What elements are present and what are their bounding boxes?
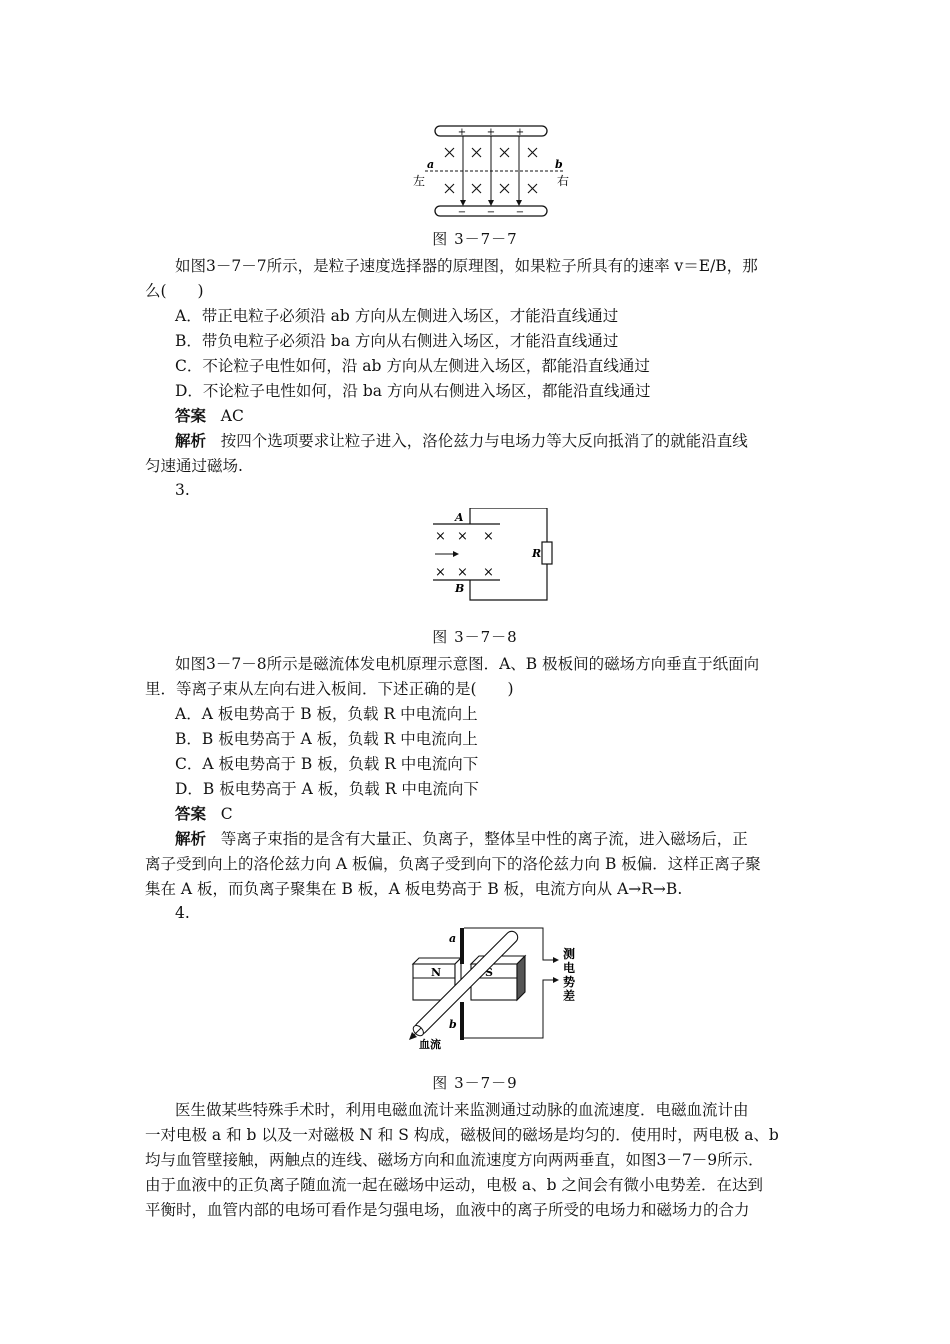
question-stem: 如图3－7－7所示，是粒子速度选择器的原理图，如果粒子所具有的速率 v＝E/B，那 bbox=[175, 257, 758, 275]
answer-label: 答案 bbox=[175, 406, 207, 425]
cross-mark: × bbox=[483, 565, 494, 580]
measure-label: 测 bbox=[563, 947, 576, 961]
cross-mark: × bbox=[483, 529, 494, 544]
analysis-label: 解析 bbox=[175, 829, 207, 848]
label-B: B bbox=[455, 582, 465, 595]
option-d: D．B 板电势高于 A 板，负载 R 中电流向下 bbox=[175, 780, 479, 798]
figure-caption: 图 3－7－8 bbox=[432, 628, 518, 646]
minus-sign: − bbox=[515, 207, 525, 218]
plus-sign: + bbox=[515, 127, 525, 138]
measure-label: 差 bbox=[563, 989, 576, 1003]
analysis-text: 按四个选项要求让粒子进入，洛伦兹力与电场力等大反向抵消了的就能沿直线 bbox=[220, 432, 748, 450]
answer-value: AC bbox=[220, 407, 244, 425]
label-S: S bbox=[485, 966, 493, 979]
label-right: 右 bbox=[557, 174, 570, 188]
question-text: 一对电极 a 和 b 以及一对磁极 N 和 S 构成，磁极间的磁场是均匀的．使用时，两电极 a、b bbox=[145, 1126, 779, 1144]
question-text: 平衡时，血管内部的电场可看作是匀强电场，血液中的离子所受的电场力和磁场力的合力 bbox=[145, 1201, 750, 1219]
measure-label: 电 bbox=[563, 961, 576, 975]
mhd-generator-figure bbox=[425, 508, 560, 608]
label-b: b bbox=[449, 1018, 457, 1031]
option-a: A．A 板电势高于 B 板，负载 R 中电流向上 bbox=[175, 705, 478, 723]
question-text: 均与血管壁接触，两触点的连线、磁场方向和血流速度方向两两垂直，如图3－7－9所示． bbox=[145, 1151, 764, 1169]
blood-flowmeter-figure bbox=[405, 924, 605, 1054]
question-text: 医生做某些特殊手术时，利用电磁血流计来监测通过动脉的血流速度．电磁血流计由 bbox=[175, 1101, 749, 1119]
label-A: A bbox=[455, 511, 464, 524]
label-b: b bbox=[555, 158, 563, 171]
minus-sign: − bbox=[486, 207, 496, 218]
plus-sign: + bbox=[486, 127, 496, 138]
label-a: a bbox=[449, 932, 457, 945]
option-a: A．带正电粒子必须沿 ab 方向从左侧进入场区，才能沿直线通过 bbox=[175, 307, 619, 325]
answer-line bbox=[175, 404, 244, 428]
option-b: B．带负电粒子必须沿 ba 方向从右侧进入场区，才能沿直线通过 bbox=[175, 332, 619, 350]
question-stem: 如图3－7－8所示是磁流体发电机原理示意图．A、B 极板间的磁场方向垂直于纸面向 bbox=[175, 655, 760, 673]
cross-mark: × bbox=[435, 565, 446, 580]
label-left: 左 bbox=[413, 174, 426, 188]
plus-sign: + bbox=[457, 127, 467, 138]
question-number: 3. bbox=[175, 481, 190, 499]
cross-mark: × bbox=[457, 565, 468, 580]
measure-label: 势 bbox=[563, 975, 576, 989]
analysis-text: 离子受到向上的洛伦兹力向 A 板偏，负离子受到向下的洛伦兹力向 B 板偏．这样正离子聚 bbox=[145, 855, 761, 873]
minus-sign: − bbox=[457, 207, 467, 218]
answer-line bbox=[175, 802, 233, 826]
label-N: N bbox=[431, 966, 442, 979]
option-b: B．B 板电势高于 A 板，负载 R 中电流向上 bbox=[175, 730, 478, 748]
answer-label: 答案 bbox=[175, 804, 207, 823]
analysis-label: 解析 bbox=[175, 431, 207, 450]
analysis-text: 匀速通过磁场. bbox=[145, 457, 243, 475]
analysis-text: 等离子束指的是含有大量正、负离子，整体呈中性的离子流，进入磁场后，正 bbox=[220, 830, 748, 848]
blood-flow-label: 血流 bbox=[419, 1038, 441, 1051]
analysis-text: 集在 A 板，而负离子聚集在 B 板，A 板电势高于 B 板，电流方向从 A→R→B. bbox=[145, 880, 683, 898]
label-R: R bbox=[532, 547, 542, 560]
answer-value: C bbox=[220, 805, 233, 823]
option-c: C．不论粒子电性如何，沿 ab 方向从左侧进入场区，都能沿直线通过 bbox=[175, 357, 650, 375]
velocity-selector-figure bbox=[405, 122, 585, 222]
analysis-line bbox=[175, 429, 748, 453]
option-d: D．不论粒子电性如何，沿 ba 方向从右侧进入场区，都能沿直线通过 bbox=[175, 382, 651, 400]
question-number: 4. bbox=[175, 904, 190, 922]
question-stem: 里．等离子束从左向右进入板间．下述正确的是( ) bbox=[145, 680, 514, 698]
figure-caption: 图 3－7－9 bbox=[432, 1074, 518, 1092]
label-a: a bbox=[427, 158, 435, 171]
figure-caption: 图 3－7－7 bbox=[432, 230, 518, 248]
option-c: C．A 板电势高于 B 板，负载 R 中电流向下 bbox=[175, 755, 479, 773]
cross-mark: × bbox=[457, 529, 468, 544]
question-text: 由于血液中的正负离子随血流一起在磁场中运动，电极 a、b 之间会有微小电势差．在达到 bbox=[145, 1176, 764, 1194]
question-stem: 么( ) bbox=[145, 282, 204, 300]
cross-mark: × bbox=[435, 529, 446, 544]
analysis-line bbox=[175, 827, 748, 851]
